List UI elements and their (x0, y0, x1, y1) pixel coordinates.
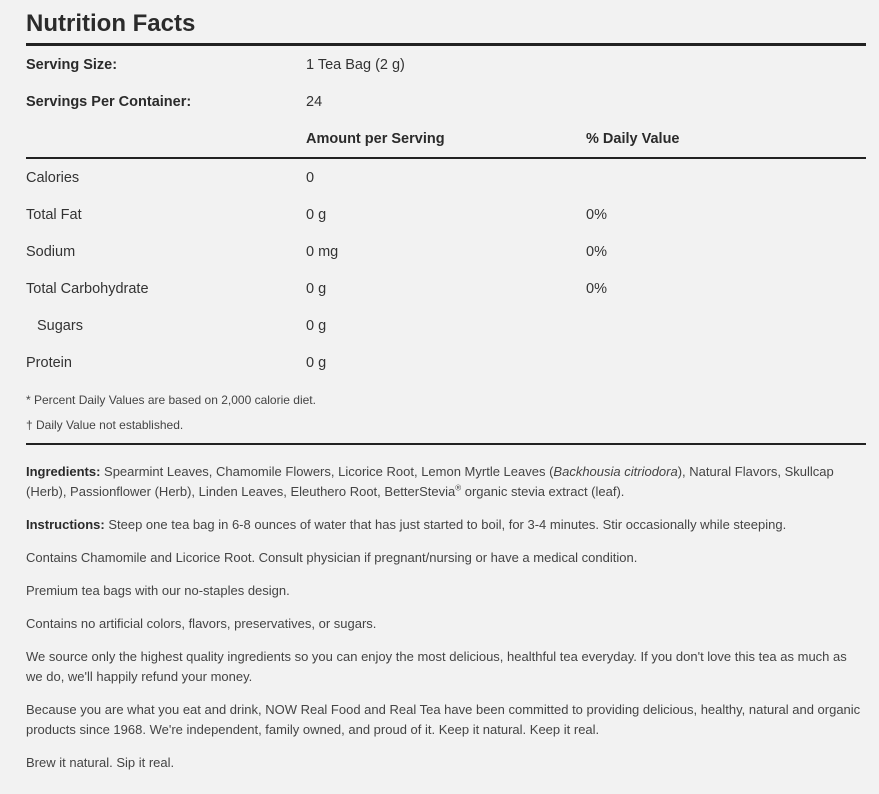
nutrient-amount: 0 g (306, 355, 327, 371)
paragraph: Contains no artificial colors, flavors, preservatives, or sugars. (26, 616, 377, 631)
ingredients-label: Ingredients: (26, 464, 101, 479)
paragraph: Because you are what you eat and drink, NOW Real Food and Real Tea have been committed to providing delicious, healthy, natural and organic products since 1968. We're independent, family owned, and proud of it. Keep it natural. Keep it real. (26, 702, 861, 737)
daily-value-header: % Daily Value (586, 131, 680, 147)
nutrient-name: Calories (26, 170, 80, 186)
nutrient-name: Sodium (26, 244, 76, 260)
header-divider (26, 157, 866, 159)
ingredients-text: ), Natural Flavors, Skullcap (Herb), Passionflower (Herb), Linden Leaves, Eleuthero Root, BetterStevia (26, 464, 834, 499)
nutrient-daily-value: 0% (586, 207, 607, 223)
serving-size-label: Serving Size: (26, 57, 118, 73)
amount-header: Amount per Serving (306, 131, 445, 147)
registered-mark: ® (455, 483, 462, 493)
ingredients-text: organic stevia extract (leaf). (461, 484, 625, 499)
nutrient-amount: 0 g (306, 207, 327, 223)
paragraph: Contains Chamomile and Licorice Root. Consult physician if pregnant/nursing or have a medical condition. (26, 550, 638, 565)
serving-size-value: 1 Tea Bag (2 g) (306, 57, 405, 73)
nutrient-name: Total Fat (26, 207, 82, 223)
paragraph: We source only the highest quality ingredients so you can enjoy the most delicious, healthful tea everyday. If you don't love this tea as much as we do, we'll happily refund your money. (26, 649, 847, 684)
servings-per-container-value: 24 (306, 94, 323, 110)
nutrient-daily-value: 0% (586, 244, 607, 260)
ingredients-text: Spearmint Leaves, Chamomile Flowers, Licorice Root, Lemon Myrtle Leaves ( (100, 464, 554, 479)
nutrient-name: Protein (26, 355, 72, 371)
nutrient-amount: 0 g (306, 281, 327, 297)
top-divider (26, 43, 866, 46)
nutrient-name: Total Carbohydrate (26, 281, 149, 297)
ingredients (26, 462, 862, 502)
nutrient-amount: 0 mg (306, 244, 339, 260)
instructions-text: Steep one tea bag in 6-8 ounces of water that has just started to boil, for 3-4 minutes. Stir occasionally while steeping. (104, 517, 787, 532)
instructions (26, 515, 862, 535)
page-title: Nutrition Facts (26, 10, 196, 37)
not-established-footnote: † Daily Value not established. (26, 418, 184, 432)
paragraph: Premium tea bags with our no-staples design. (26, 583, 290, 598)
nutrient-name: Sugars (37, 318, 83, 334)
nutrient-amount: 0 (306, 170, 315, 186)
instructions-label: Instructions: (26, 517, 105, 532)
servings-per-container-label: Servings Per Container: (26, 94, 192, 110)
percent-dv-footnote: * Percent Daily Values are based on 2,000 calorie diet. (26, 393, 316, 407)
bottom-divider (26, 443, 866, 445)
nutrient-amount: 0 g (306, 318, 327, 334)
ingredients-botanical-name: Backhousia citriodora (553, 464, 678, 479)
nutrient-daily-value: 0% (586, 281, 607, 297)
paragraph: Brew it natural. Sip it real. (26, 755, 175, 770)
